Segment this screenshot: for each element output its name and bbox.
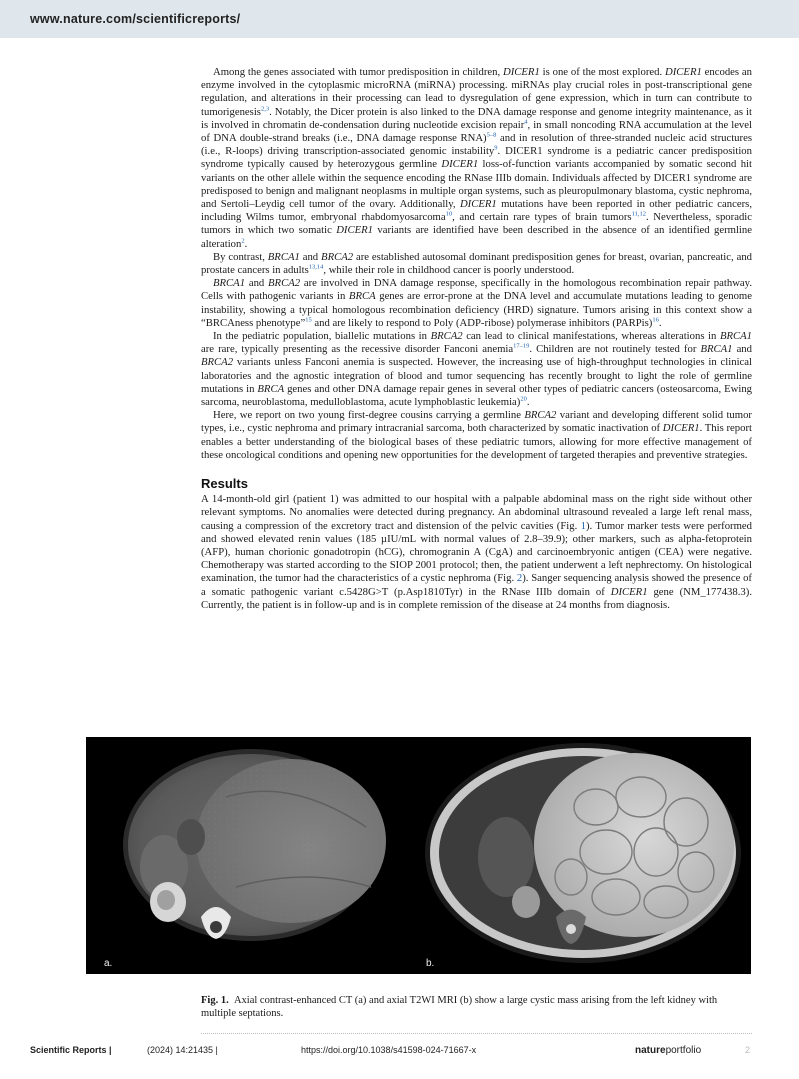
footer-doi-link[interactable]: https://doi.org/10.1038/s41598-024-71667-x [301, 1045, 477, 1055]
paragraph-brca-hr: BRCA1 and BRCA2 are involved in DNA damage response, specifically in the homologous recombination repair pathway. Cells with pathogenic variants in BRCA genes are error-prone at the DNA level and accumulate mutations leading to genome instability, showing a typical homologous recombination deficiency (HRD) signature. Tumors arising in this context show a “BRCAness phenotype”$^{15}$ and are likely to respond to Poly (ADP-ribose) polymerase inhibitors (PARPis)$^{16}$. [201, 277, 752, 329]
panel-a-ct-scan [123, 749, 386, 941]
footer-journal-name: Scientific Reports | [30, 1045, 112, 1055]
results-heading: Results [201, 476, 248, 492]
paragraph-brca: By contrast, BRCA1 and BRCA2 are established autosomal dominant predisposition genes for breast, ovarian, pancreatic, and prostate cancers in adults$^{13,14}$, while their role in childhood cancer is poorly understood. [201, 250, 753, 277]
paragraph-dicer1: Among the genes associated with tumor predisposition in children, DICER1 is one of the most explored. DICER1 encodes an enzyme involved in the cytoplasmic microRNA (miRNA) processing. miRNAs play crucial roles in post-transcriptional gene regulation, and alterations in their processing can lead to dysregulation of gene expression, which in turn can contribute to tumorigenesis$^{2,3}$. Notably, the Dicer protein is also linked to the DNA damage response and genome integrity maintenance, as it is involved in chromatin de-condensation during nucleotide excision repair$^4$, in small noncoding RNA accumulation at the level of DNA double-strand breaks (i.e., DNA damage response RNA)$^{5-8}$ and in resolution of three-stranded nucleic acid structures (i.e., R-loops) driving transcription-associated genomic instability$^9$. DICER1 syndrome is a pediatric cancer predisposition syndrome typically caused by heterozygous germline DICER1 loss-of-function variants accompanied by somatic second hit variants on the other allele within the sequence encoding the RNase IIIb domain. Individuals affected by DICER1 syndrome are predisposed to benign and malignant neoplasms in multiple organ systems, such as pleuropulmonary blastoma, cystic nephroma, and Sertoli–Leydig cell tumor of the ovary. Additionally, DICER1 mutations have been reported in other pediatric cancers, including Wilms tumor, embryonal rhabdomyosarcoma$^{10}$, and certain rare types of brain tumors$^{11,12}$. Nevertheless, sporadic tumors in which two somatic DICER1 variants are identified have been described in the absence of an identified germline alteration$^2$. [201, 66, 753, 250]
page-footer [0, 1045, 799, 1061]
footer-divider [201, 1033, 752, 1034]
figure-caption [201, 994, 752, 1020]
caption-label: Fig. 1. [201, 995, 229, 1006]
panel-a-label: a. [104, 958, 113, 969]
paragraph-results: A 14-month-old girl (patient 1) was admitted to our hospital with a palpable abdominal mass on the right side without other relevant symptoms. No anomalies were detected during pregnancy. An abdominal ultrasound revealed a large left renal mass, causing a compression of the excretory tract and distension of the pelvic cavities (Fig. 1). Tumor marker tests were performed and showed elevated renin values (185 µIU/mL with normal values of 2.8–39.9); other markers, such as alpha-fetoprotein (AFP), human chorionic gonadotropin (hCG), chromogranin A (CgA) and carcinoembryonic antigen (CEA) were negative. Chemotherapy was started according to the SIOP 2001 protocol; then, the patient underwent a left nephrectomy. On histological examination, the tumor had the characteristics of a cystic nephroma (Fig. 2). Sanger sequencing analysis showed the presence of a somatic pathogenic variant c.5428G>T (p.Asp1810Tyr) in the RNase IIIb domain of DICER1 gene (NM_177438.3). Currently, the patient is in follow-up and is in complete remission of the disease at 24 months from diagnosis. [201, 493, 752, 611]
page-header-bar [0, 0, 799, 38]
paragraph-pediatric: In the pediatric population, biallelic mutations in BRCA2 can lead to clinical manifestations, whereas alterations in BRCA1 are rare, typically presenting as the recessive disorder Fanconi anemia$^{17-19}$. Children are not routinely tested for BRCA1 and BRCA2 variants unless Fanconi anemia is suspected. However, the increasing use of high-throughput technologies in clinical laboratories and the agnostic integration of blood and tumor sequencing has recently brought to light the role of germline mutations in BRCA genes and other DNA damage repair genes in several other types of pediatric cancers (osteosarcoma, Ewing sarcoma, neuroblastoma, medulloblastoma, acute lymphoblastic leukemia)$^{20}$. [201, 330, 753, 409]
page-number: 2 [745, 1045, 751, 1055]
article-body [201, 66, 752, 612]
figure-1-images [86, 737, 751, 974]
footer-citation: (2024) 14:21435 | [147, 1045, 218, 1055]
journal-url-link[interactable]: www.nature.com/scientificreports/ [30, 12, 241, 26]
caption-text: Axial contrast-enhanced CT (a) and axial T2WI MRI (b) show a large cystic mass arising from the left kidney with multiple septations. [201, 995, 718, 1019]
figure-1 [86, 737, 751, 974]
paragraph-report: Here, we report on two young first-degree cousins carrying a germline BRCA2 variant and developing different solid tumor types, i.e., cystic nephroma and primary intracranial sarcoma, both characterized by somatic inactivation of DICER1. This report enables a better understanding of the biological bases of these pediatric tumors, allowing for more effective management of these oncological conditions and opening new opportunities for the development of targeted therapies and preventive strategies. [201, 409, 752, 461]
panel-b-label: b. [426, 958, 435, 969]
panel-b-mri-scan [425, 743, 741, 963]
nature-portfolio-logo: natureportfolio [635, 1045, 702, 1056]
